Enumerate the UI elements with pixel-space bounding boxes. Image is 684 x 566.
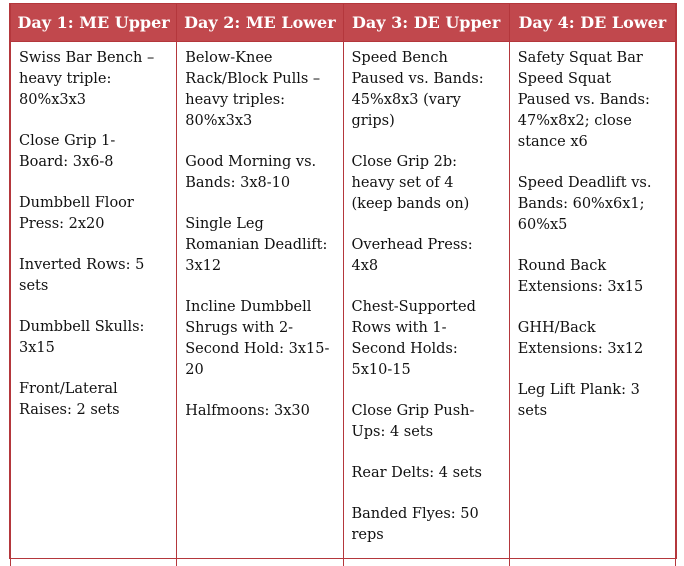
exercise-item: Dumbbell Skulls: 3x15 — [19, 319, 145, 356]
exercise-item: Single Leg Romanian Deadlift: 3x12 — [185, 216, 328, 274]
day-2-cell — [177, 42, 343, 566]
exercise-item: Close Grip Push- Ups: 4 sets — [351, 403, 475, 440]
exercise-item: Speed Deadlift vs. Bands: 60%x6x1; 60%x5 — [517, 175, 652, 233]
day-3-cell — [343, 42, 509, 566]
exercise-item: Overhead Press: 4x8 — [351, 237, 473, 274]
exercise-item: Close Grip 2b: heavy set of 4 (keep bands on) — [351, 154, 470, 212]
exercise-item: Banded Flyes: 50 reps — [351, 506, 479, 543]
header-row — [11, 4, 676, 42]
exercise-item: Round Back Extensions: 3x15 — [517, 258, 644, 295]
exercise-item: Front/Lateral Raises: 2 sets — [19, 381, 120, 418]
exercise-item: Swiss Bar Bench – heavy triple: 80%x3x3 — [19, 50, 155, 108]
training-schedule-table-wrapper — [9, 3, 677, 559]
exercise-item: Rear Delts: 4 sets — [351, 465, 482, 481]
day-1-cell — [11, 42, 177, 566]
exercise-item: GHH/Back Extensions: 3x12 — [517, 320, 644, 357]
exercise-item: Good Morning vs. Bands: 3x8-10 — [185, 154, 317, 191]
exercise-item: Speed Bench Paused vs. Bands: 45%x8x3 (vary grips) — [351, 50, 484, 129]
exercise-item: Halfmoons: 3x30 — [185, 403, 310, 419]
header-day-4: Day 4: DE Lower — [509, 4, 675, 42]
table-header — [11, 4, 676, 42]
exercise-item: Below-Knee Rack/Block Pulls – heavy triples: 80%x3x3 — [185, 50, 321, 129]
exercise-item: Close Grip 1- Board: 3x6-8 — [19, 133, 116, 170]
exercise-item: Incline Dumbbell Shrugs with 2- Second Hold: 3x15- 20 — [185, 299, 330, 378]
training-schedule-table — [10, 4, 676, 566]
exercise-item: Safety Squat Bar Speed Squat Paused vs. Bands: 47%x8x2; close stance x6 — [517, 50, 650, 150]
exercise-item: Dumbbell Floor Press: 2x20 — [19, 195, 134, 232]
day-4-cell — [509, 42, 675, 566]
table-body — [11, 42, 676, 566]
exercise-item: Inverted Rows: 5 sets — [19, 257, 145, 294]
exercise-row — [11, 42, 676, 566]
header-day-1: Day 1: ME Upper — [11, 4, 177, 42]
header-day-3: Day 3: DE Upper — [343, 4, 509, 42]
exercise-item: Chest-Supported Rows with 1- Second Holds: 5x10-15 — [351, 299, 476, 378]
exercise-item: Leg Lift Plank: 3 sets — [517, 382, 640, 419]
header-day-2: Day 2: ME Lower — [177, 4, 343, 42]
